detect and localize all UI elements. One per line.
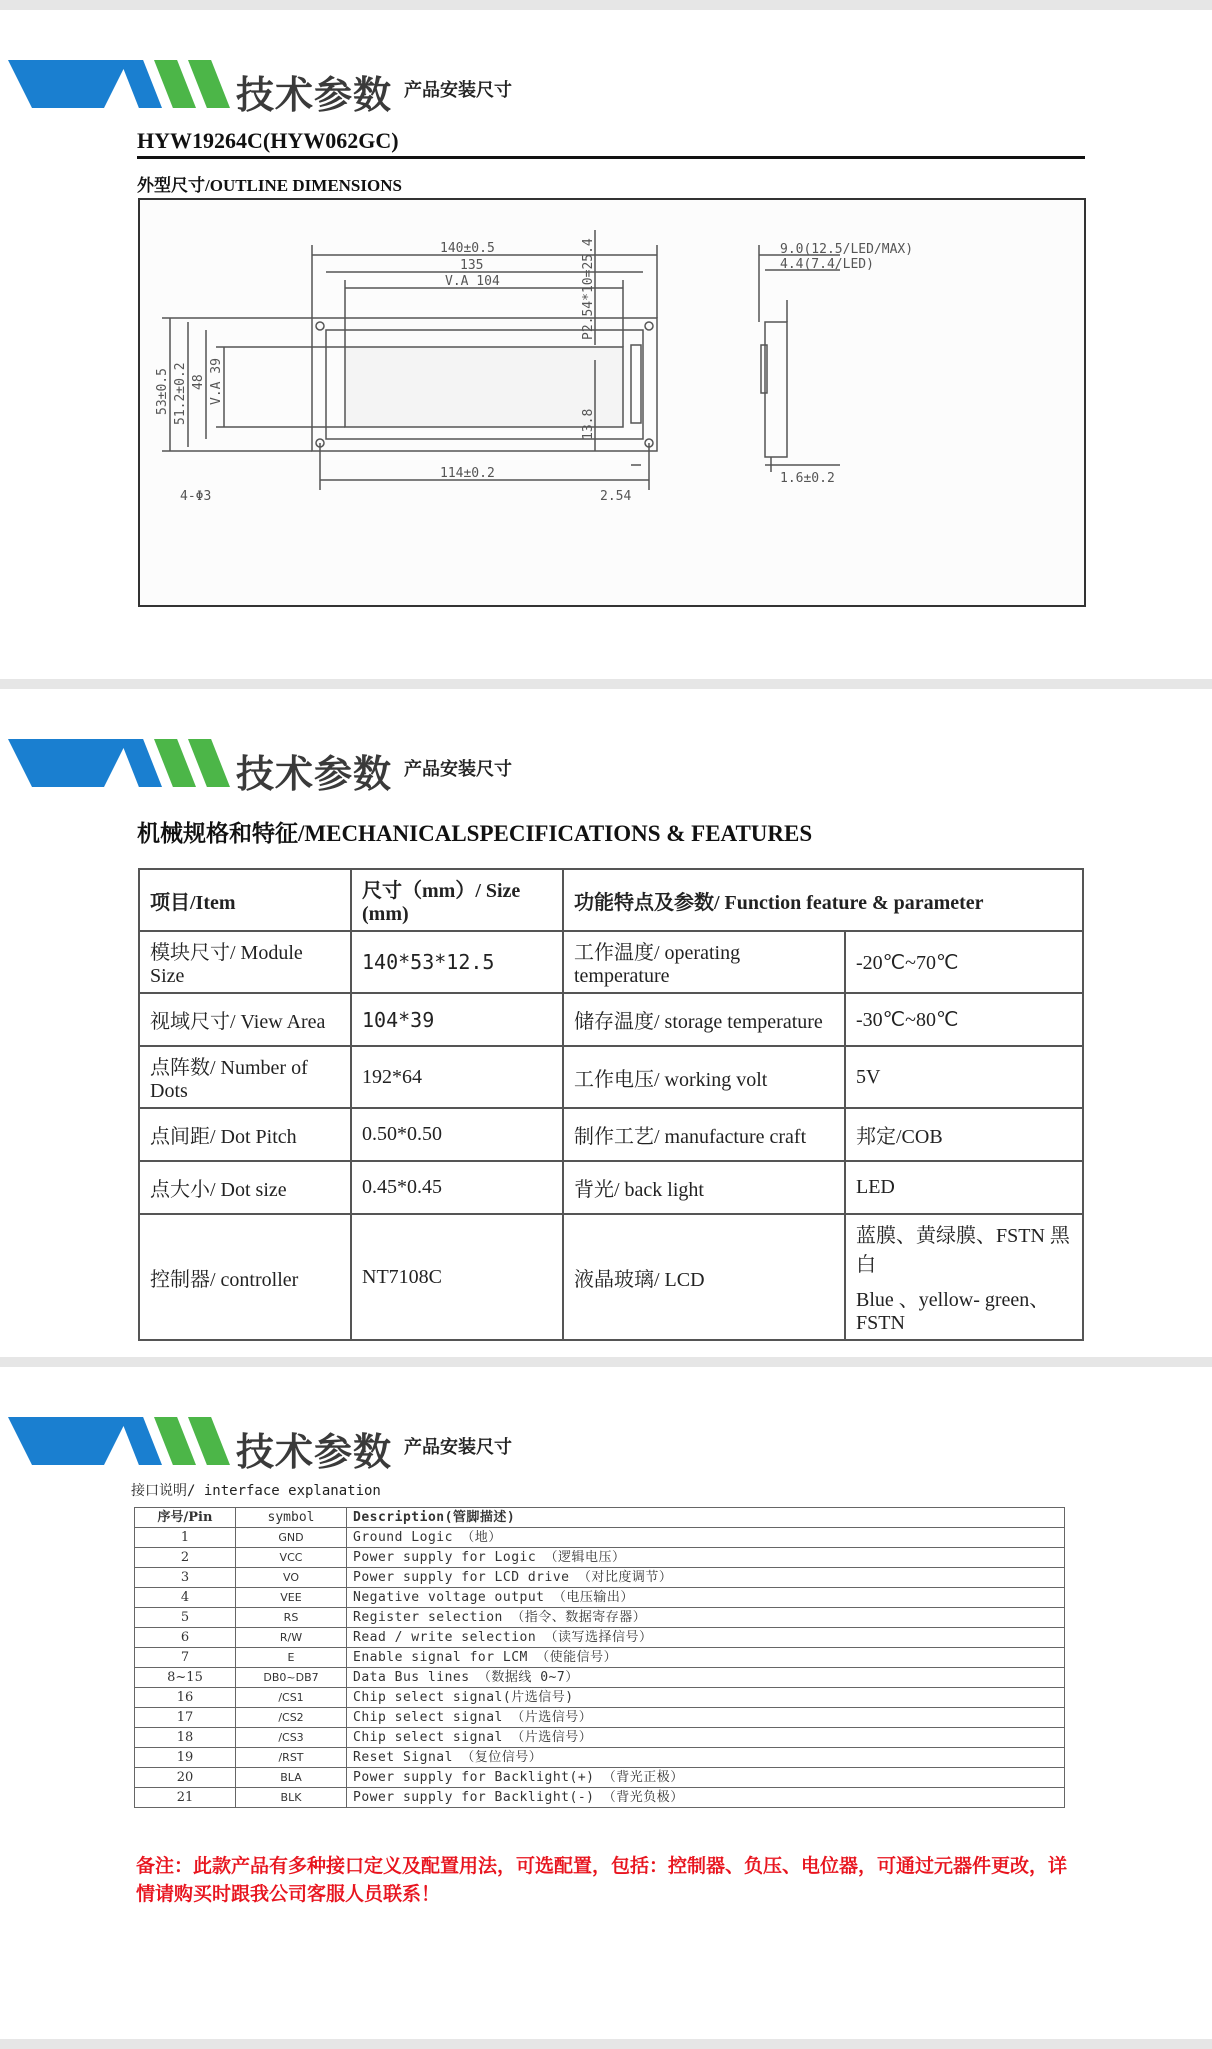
table-row <box>135 1588 1065 1608</box>
dim-depth-max: 9.0(12.5/LED/MAX) <box>780 242 914 257</box>
header-cell: symbol <box>236 1508 347 1528</box>
table-row <box>135 1608 1065 1628</box>
item-cell: 视域尺寸/ View Area <box>139 993 351 1046</box>
header-subtitle: 产品安装尺寸 <box>404 759 512 780</box>
table-row <box>135 1768 1065 1788</box>
header-title: 技术参数 <box>236 73 393 117</box>
size-cell: NT7108C <box>351 1214 563 1340</box>
table-row <box>139 1108 1083 1161</box>
table-row <box>135 1748 1065 1768</box>
symbol-cell: BLK <box>236 1788 347 1808</box>
symbol-cell: /CS1 <box>236 1688 347 1708</box>
param-cell: -20℃~70℃ <box>845 931 1083 993</box>
pin-cell: 20 <box>135 1768 236 1788</box>
header-stripe-blue <box>120 739 162 787</box>
symbol-cell: VEE <box>236 1588 347 1608</box>
dim-w-inner: 135 <box>460 258 484 273</box>
table-row <box>135 1688 1065 1708</box>
header-cell: 尺寸（mm）/ Size (mm) <box>351 869 563 931</box>
pin-cell: 16 <box>135 1688 236 1708</box>
size-cell: 140*53*12.5 <box>351 931 563 993</box>
header-stripe-green <box>188 1417 230 1465</box>
param-cell: 邦定/COB <box>845 1108 1083 1161</box>
feature-cell: 工作温度/ operating temperature <box>563 931 845 993</box>
header-stripe-blue <box>8 1417 128 1465</box>
symbol-cell: GND <box>236 1528 347 1548</box>
symbol-cell: RS <box>236 1608 347 1628</box>
pin-cell: 18 <box>135 1728 236 1748</box>
desc-cell: Negative voltage output （电压输出） <box>347 1588 1065 1608</box>
desc-cell: Power supply for Backlight(-) （背光负极） <box>347 1788 1065 1808</box>
dim-pitch: P2.54*10=25.4 <box>581 238 596 340</box>
pin-cell: 6 <box>135 1628 236 1648</box>
feature-cell: 背光/ back light <box>563 1161 845 1214</box>
feature-cell: 储存温度/ storage temperature <box>563 993 845 1046</box>
symbol-cell: DB0~DB7 <box>236 1668 347 1688</box>
pin-cell: 1 <box>135 1528 236 1548</box>
feature-cell: 液晶玻璃/ LCD <box>563 1214 845 1340</box>
param-cell: 5V <box>845 1046 1083 1108</box>
desc-cell: Power supply for Logic （逻辑电压） <box>347 1548 1065 1568</box>
desc-cell: Ground Logic （地） <box>347 1528 1065 1548</box>
table-row <box>135 1548 1065 1568</box>
separator-band <box>0 679 1212 689</box>
param-cell: LED <box>845 1161 1083 1214</box>
model-rule <box>137 156 1085 159</box>
symbol-cell: /CS3 <box>236 1728 347 1748</box>
desc-cell: Chip select signal(片选信号) <box>347 1688 1065 1708</box>
symbol-cell: BLA <box>236 1768 347 1788</box>
table-row <box>135 1528 1065 1548</box>
item-cell: 点间距/ Dot Pitch <box>139 1108 351 1161</box>
header-stripe-blue <box>8 739 128 787</box>
size-cell: 0.50*0.50 <box>351 1108 563 1161</box>
dim-h-48: 48 <box>191 374 206 390</box>
table-row <box>135 1708 1065 1728</box>
size-cell: 104*39 <box>351 993 563 1046</box>
header-stripe-green <box>188 60 230 108</box>
table-row <box>135 1788 1065 1808</box>
dim-pin-pitch: 2.54 <box>600 489 632 504</box>
symbol-cell: /CS2 <box>236 1708 347 1728</box>
header-subtitle: 产品安装尺寸 <box>404 80 512 101</box>
dim-hole-span: 114±0.2 <box>440 466 495 481</box>
table-row <box>135 1568 1065 1588</box>
pin-cell: 17 <box>135 1708 236 1728</box>
section-header <box>8 739 708 796</box>
table-row <box>139 1046 1083 1108</box>
header-cell: 序号/Pin <box>135 1508 236 1528</box>
symbol-cell: VO <box>236 1568 347 1588</box>
dim-pin-offset: 13.8 <box>581 408 596 440</box>
header-stripe-green <box>188 739 230 787</box>
pin-cell: 4 <box>135 1588 236 1608</box>
outline-section <box>0 10 1212 679</box>
header-cell: Description(管脚描述) <box>347 1508 1065 1528</box>
dim-w-outer: 140±0.5 <box>440 241 495 256</box>
header-stripe-blue <box>120 1417 162 1465</box>
header-cell: 项目/Item <box>139 869 351 931</box>
separator-band <box>0 1357 1212 1367</box>
dim-pcb: 1.6±0.2 <box>780 471 835 486</box>
pin-cell: 8~15 <box>135 1668 236 1688</box>
header-title: 技术参数 <box>236 1430 393 1474</box>
top-band <box>0 0 1212 10</box>
side-view <box>765 322 787 457</box>
symbol-cell: /RST <box>236 1748 347 1768</box>
pin-table <box>134 1507 1065 1808</box>
desc-cell: Power supply for LCD drive （对比度调节） <box>347 1568 1065 1588</box>
pin-cell: 3 <box>135 1568 236 1588</box>
pin-cell: 7 <box>135 1648 236 1668</box>
desc-cell: Register selection （指令、数据寄存器） <box>347 1608 1065 1628</box>
header-stripe-green <box>154 1417 196 1465</box>
feature-cell: 制作工艺/ manufacture craft <box>563 1108 845 1161</box>
dim-w-va: V.A 104 <box>445 274 500 289</box>
header-cell: 功能特点及参数/ Function feature & parameter <box>563 869 1083 931</box>
symbol-cell: R/W <box>236 1628 347 1648</box>
item-cell: 控制器/ controller <box>139 1214 351 1340</box>
mechanical-title: 机械规格和特征/MECHANICALSPECIFICATIONS & FEATURES <box>137 821 813 846</box>
table-row <box>135 1668 1065 1688</box>
desc-cell: Reset Signal （复位信号） <box>347 1748 1065 1768</box>
pin-cell: 2 <box>135 1548 236 1568</box>
model-number: HYW19264C(HYW062GC) <box>137 128 399 153</box>
table-row <box>139 1161 1083 1214</box>
section-header <box>8 1417 708 1474</box>
desc-cell: Chip select signal （片选信号） <box>347 1728 1065 1748</box>
remark-note: 备注：此款产品有多种接口定义及配置用法，可选配置，包括：控制器、负压、电位器，可通过元器件更改，详情请购买时跟我公司客服人员联系！ <box>136 1855 1068 1905</box>
desc-cell: Power supply for Backlight(+) （背光正极） <box>347 1768 1065 1788</box>
dim-h-inner: 51.2±0.2 <box>173 362 188 425</box>
size-cell: 0.45*0.45 <box>351 1161 563 1214</box>
table-row <box>139 993 1083 1046</box>
mechanical-table <box>138 868 1084 1341</box>
param-cell: -30℃~80℃ <box>845 993 1083 1046</box>
bottom-band <box>0 2039 1212 2049</box>
dim-hole-dia: 4-Φ3 <box>180 489 212 504</box>
desc-cell: Data Bus lines （数据线 0~7） <box>347 1668 1065 1688</box>
table-row <box>135 1628 1065 1648</box>
header-stripe-blue <box>120 60 162 108</box>
item-cell: 模块尺寸/ Module Size <box>139 931 351 993</box>
feature-cell: 工作电压/ working volt <box>563 1046 845 1108</box>
symbol-cell: E <box>236 1648 347 1668</box>
header-subtitle: 产品安装尺寸 <box>404 1437 512 1458</box>
table-row <box>139 1214 1083 1340</box>
dim-h-outer: 53±0.5 <box>155 368 170 415</box>
table-header-row <box>135 1508 1065 1528</box>
desc-cell: Enable signal for LCM （使能信号） <box>347 1648 1065 1668</box>
pin-cell: 5 <box>135 1608 236 1628</box>
symbol-cell: VCC <box>236 1548 347 1568</box>
size-cell: 192*64 <box>351 1046 563 1108</box>
interface-section <box>0 1367 1212 2039</box>
pin-cell: 19 <box>135 1748 236 1768</box>
header-stripe-green <box>154 739 196 787</box>
header-stripe-blue <box>8 60 128 108</box>
dimension-drawing-svg <box>140 200 1084 605</box>
desc-cell: Read / write selection （读写选择信号） <box>347 1628 1065 1648</box>
table-header-row <box>139 869 1083 931</box>
outline-heading: 外型尺寸/OUTLINE DIMENSIONS <box>137 176 402 195</box>
desc-cell: Chip select signal （片选信号） <box>347 1708 1065 1728</box>
outline-drawing <box>138 198 1086 607</box>
interface-title: 接口说明/ interface explanation <box>131 1483 381 1499</box>
item-cell: 点大小/ Dot size <box>139 1161 351 1214</box>
table-row <box>139 931 1083 993</box>
lcd-type-line2: Blue 、yellow- green、FSTN <box>856 1289 1050 1334</box>
table-row <box>135 1728 1065 1748</box>
header-stripe-green <box>154 60 196 108</box>
pin-cell: 21 <box>135 1788 236 1808</box>
section-header <box>8 60 708 117</box>
header-title: 技术参数 <box>236 752 393 796</box>
lcd-type-line1: 蓝膜、黄绿膜、FSTN 黑白 <box>856 1225 1070 1276</box>
mechanical-section <box>0 689 1212 1357</box>
item-cell: 点阵数/ Number of Dots <box>139 1046 351 1108</box>
param-cell <box>845 1214 1083 1340</box>
dim-depth: 4.4(7.4/LED) <box>780 257 874 272</box>
dim-h-va: V.A 39 <box>209 358 224 405</box>
table-row <box>135 1648 1065 1668</box>
pin-header <box>631 345 641 423</box>
